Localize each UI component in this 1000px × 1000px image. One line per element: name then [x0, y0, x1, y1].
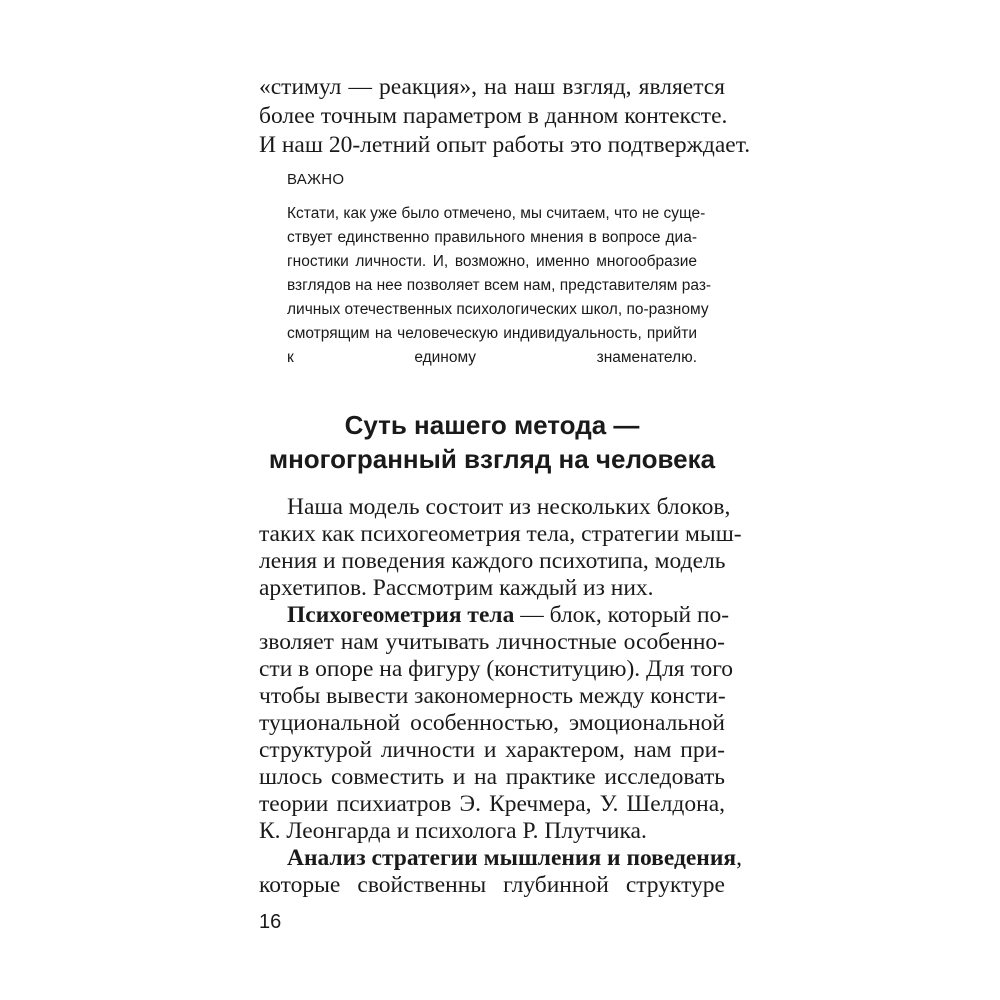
paragraph2-first-line-rest: — блок, который по-: [514, 602, 730, 628]
note-line-5: личных отечественных психологических школ, по-разному: [287, 301, 709, 318]
paragraph1-line-4: архетипов. Рассмотрим каждый из них.: [259, 575, 654, 601]
note-line-6: смотрящим на человеческую индивидуальность, прийти: [287, 325, 697, 342]
paragraph2-line-5: туциональной особенностью, эмоциональной: [259, 710, 725, 736]
paragraph2-line-6: структурой личности и характером, нам при-: [259, 737, 725, 763]
paragraph2-line-4: чтобы вывести закономерность между консти-: [259, 683, 726, 709]
note-line-3: гностики личности. И, возможно, именно многообразие: [287, 253, 697, 270]
note-line-4: взглядов на нее позволяет всем нам, представителям раз-: [287, 277, 712, 294]
paragraph2-term: Психогеометрия тела: [287, 602, 515, 628]
paragraph1-line-2: таких как психогеометрия тела, стратегии мыш-: [259, 521, 742, 547]
paragraph3-term: Анализ стратегии мышления и поведения: [287, 845, 737, 871]
paragraph2-line-9: К. Леонгарда и психолога Р. Плутчика.: [259, 818, 647, 844]
note-line-7: к единому знаменателю.: [287, 349, 697, 366]
section-title-line-2: многогранный взгляд на человека: [268, 444, 716, 474]
paragraph2-line-8: теории психиатров Э. Кречмера, У. Шелдона,: [259, 791, 725, 817]
note-line-2: ствует единственно правильного мнения в вопросе диа-: [287, 229, 697, 246]
paragraph1-line-3: ления и поведения каждого психотипа, модель: [259, 548, 726, 574]
intro-line-1: «стимул — реакция», на наш взгляд, является: [259, 74, 725, 100]
paragraph3-line-1: [287, 845, 742, 872]
intro-line-3: И наш 20-летний опыт работы это подтверждает.: [259, 132, 751, 158]
paragraph3-line-2: которые свойственны глубинной структуре: [259, 872, 725, 898]
paragraph3-first-line-rest: ,: [736, 845, 742, 871]
paragraph2-line-2: зволяет нам учитывать личностные особенно-: [259, 629, 725, 655]
paragraph2-line-1: [287, 602, 730, 629]
page-number: 16: [259, 911, 282, 933]
paragraph1-line-1: Наша модель состоит из нескольких блоков,: [287, 494, 731, 520]
paragraph2-line-3: сти в опоре на фигуру (конституцию). Для того: [259, 656, 733, 682]
note-heading: ВАЖНО: [287, 171, 345, 188]
paragraph2-line-7: шлось совместить и на практике исследовать: [259, 764, 725, 790]
intro-line-2: более точным параметром в данном контексте.: [259, 103, 728, 129]
section-title-line-1: Суть нашего метода —: [344, 410, 640, 440]
note-line-1: Кстати, как уже было отмечено, мы считаем, что не суще-: [287, 205, 706, 222]
